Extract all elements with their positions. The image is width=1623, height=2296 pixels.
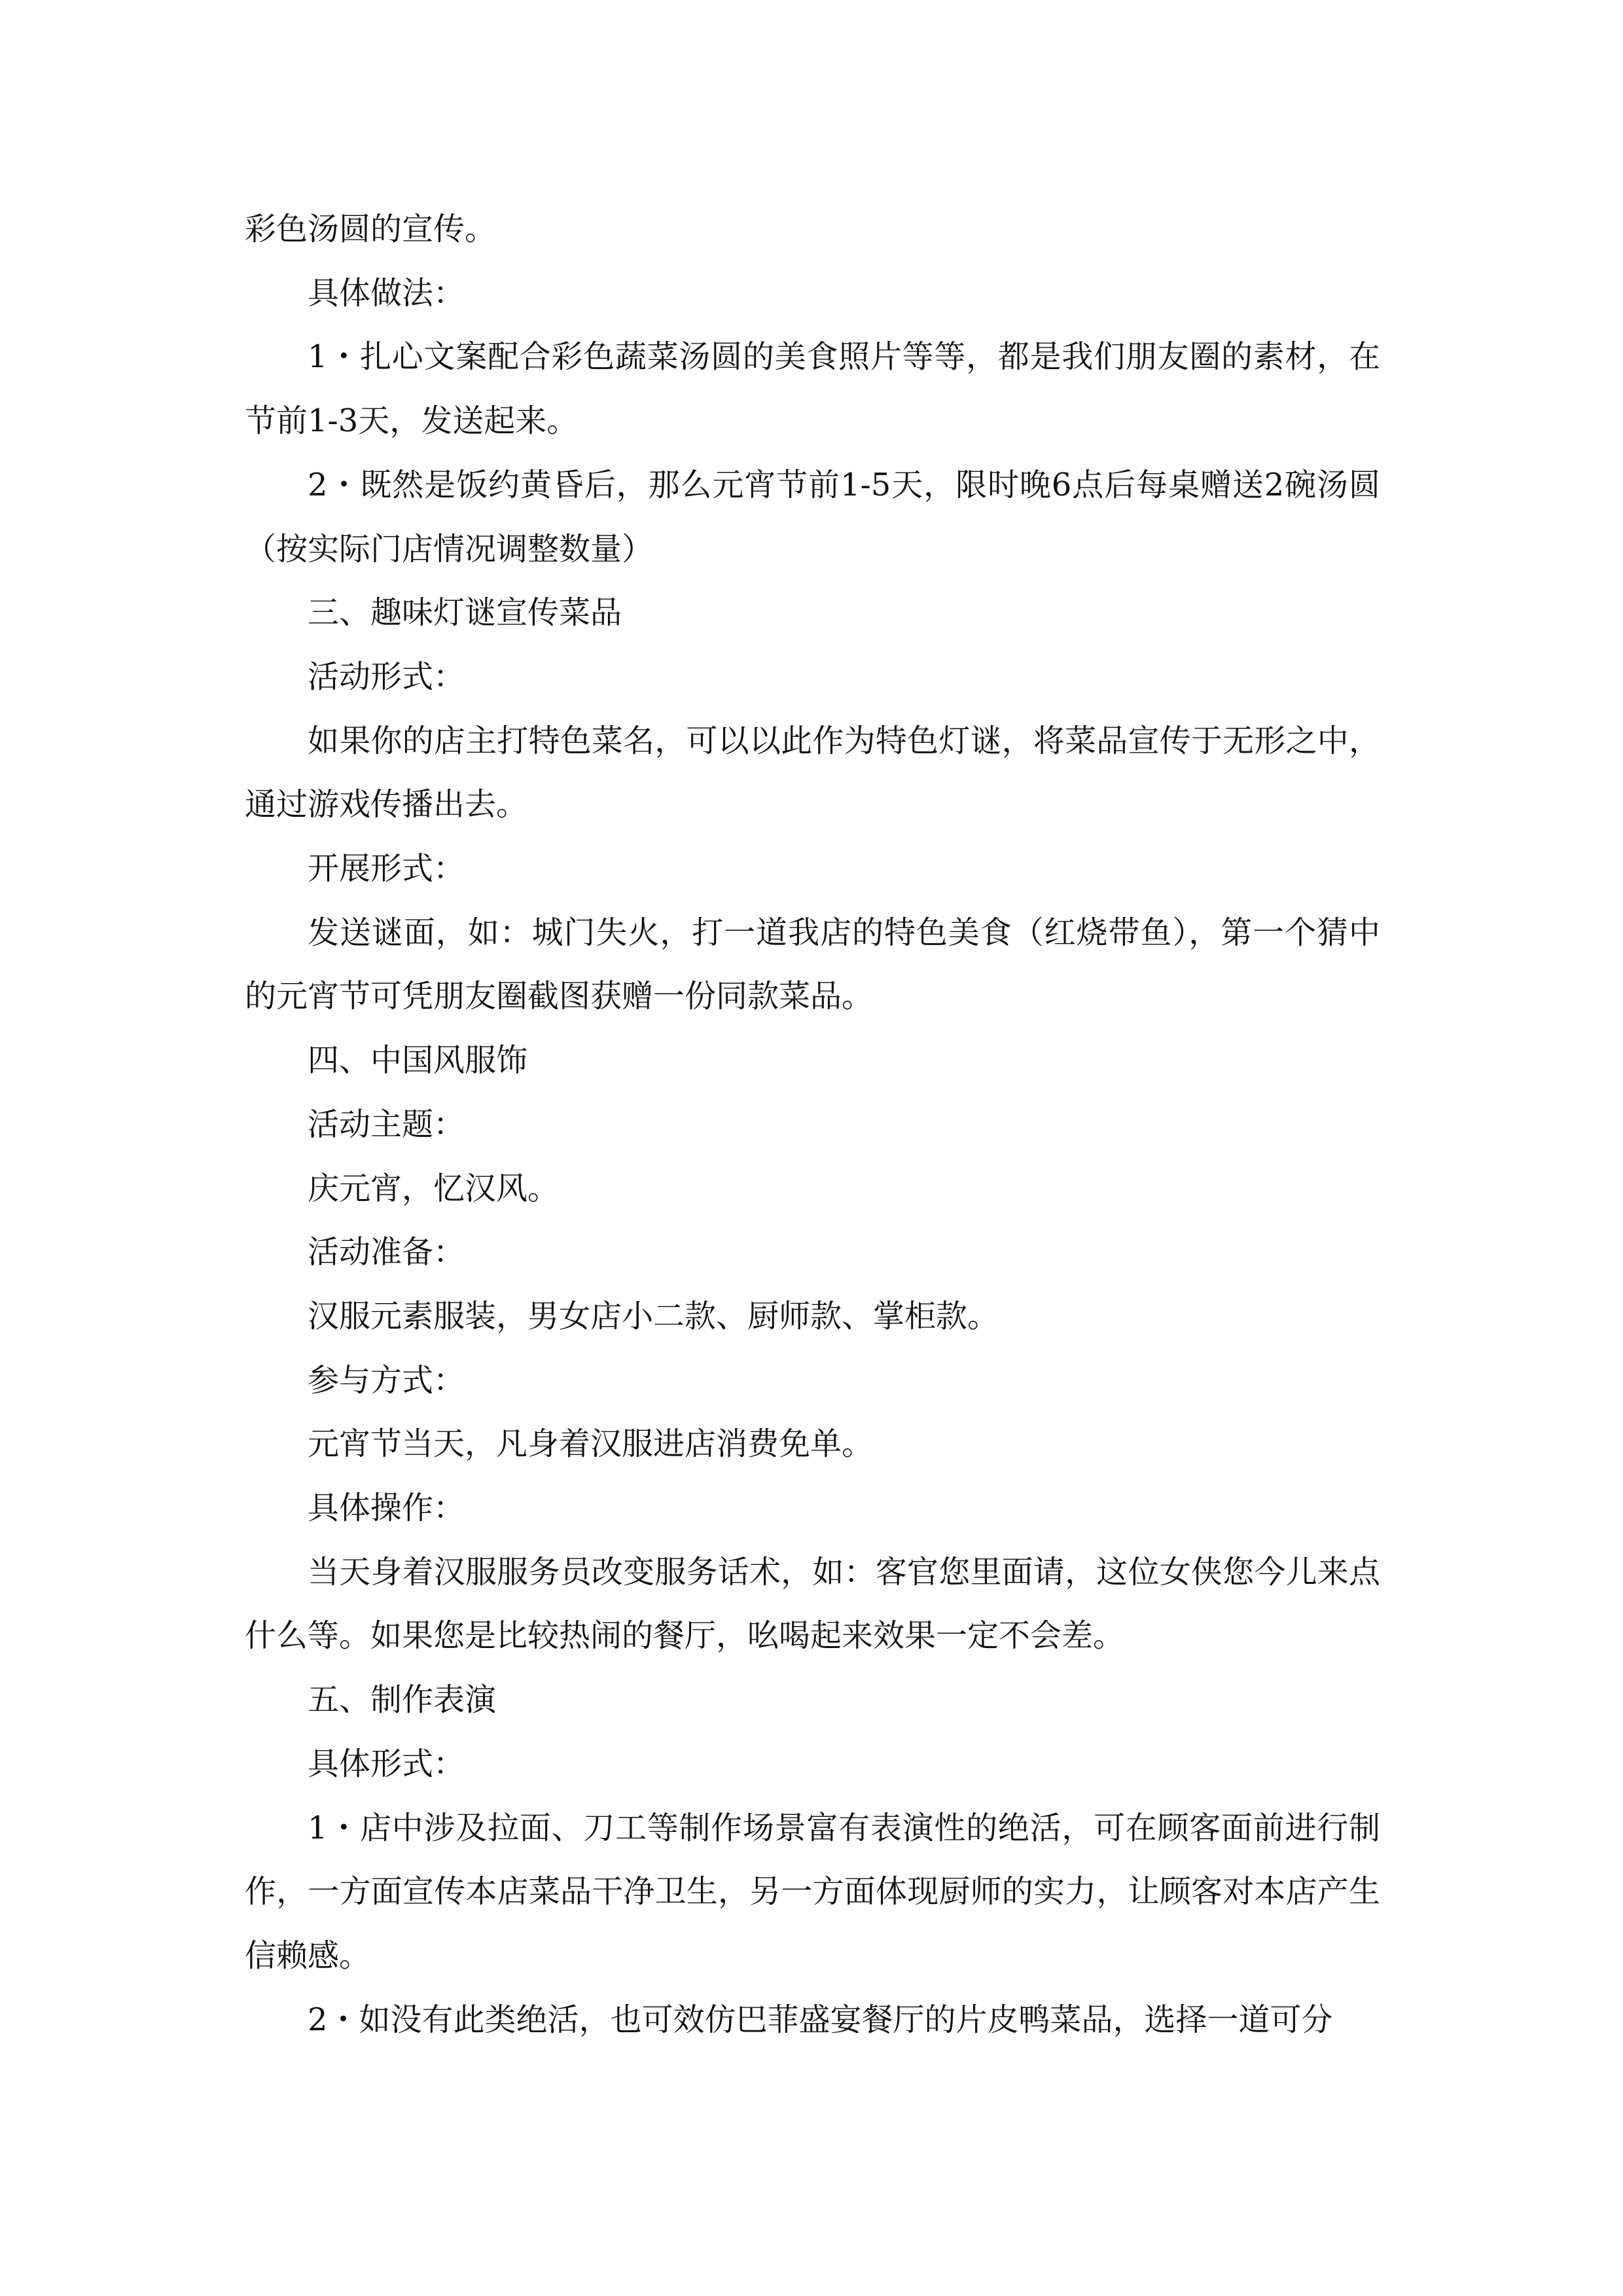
paragraph-13: 活动准备： xyxy=(308,1234,465,1271)
paragraph-4: 2・既然是饭约黄昏后，那么元宵节前1-5天，限时晚6点后每桌赠送2碗汤圆（按实际门店情况调整数量） xyxy=(245,466,1380,567)
paragraph-14: 汉服元素服装，男女店小二款、厨师款、掌柜款。 xyxy=(308,1297,999,1335)
paragraph-11: 活动主题： xyxy=(308,1105,465,1143)
paragraph-20: 具体形式： xyxy=(308,1745,465,1782)
section-heading-4: 四、中国风服饰 xyxy=(308,1042,528,1079)
paragraph-17: 具体操作： xyxy=(308,1490,465,1527)
paragraph-9: 发送谜面，如：城门失火，打一道我店的特色美食（红烧带鱼），第一个猜中的元宵节可凭朋友圈截图获赠一份同款菜品。 xyxy=(245,914,1380,1015)
paragraph-6: 活动形式： xyxy=(308,658,465,695)
paragraph-18: 当天身着汉服服务员改变服务话术，如：客官您里面请，这位女侠您今儿来点什么等。如果您是比较热闹的餐厅，吆喝起来效果一定不会差。 xyxy=(245,1553,1380,1655)
document-body xyxy=(245,198,1380,2052)
paragraph-8: 开展形式： xyxy=(308,850,465,888)
paragraph-21: 1・店中涉及拉面、刀工等制作场景富有表演性的绝活，可在顾客面前进行制作，一方面宣传本店菜品干净卫生，另一方面体现厨师的实力，让顾客对本店产生信赖感。 xyxy=(245,1809,1380,1974)
paragraph-22: 2・如没有此类绝活，也可效仿巴菲盛宴餐厅的片皮鸭菜品，选择一道可分 xyxy=(308,2001,1333,2038)
paragraph-16: 元宵节当天，凡身着汉服进店消费免单。 xyxy=(308,1426,874,1463)
paragraph-2: 具体做法： xyxy=(308,274,465,312)
paragraph-12: 庆元宵，忆汉风。 xyxy=(308,1170,560,1207)
section-heading-5: 五、制作表演 xyxy=(308,1681,497,1719)
paragraph-7: 如果你的店主打特色菜名，可以以此作为特色灯谜，将菜品宣传于无形之中，通过游戏传播出去。 xyxy=(245,722,1380,823)
section-heading-3: 三、趣味灯谜宣传菜品 xyxy=(308,594,622,632)
paragraph-15: 参与方式： xyxy=(308,1361,465,1399)
paragraph-3: 1・扎心文案配合彩色蔬菜汤圆的美食照片等等，都是我们朋友圈的素材，在节前1-3天，发送起来。 xyxy=(245,338,1380,440)
paragraph-1: 彩色汤圆的宣传。 xyxy=(245,211,497,247)
